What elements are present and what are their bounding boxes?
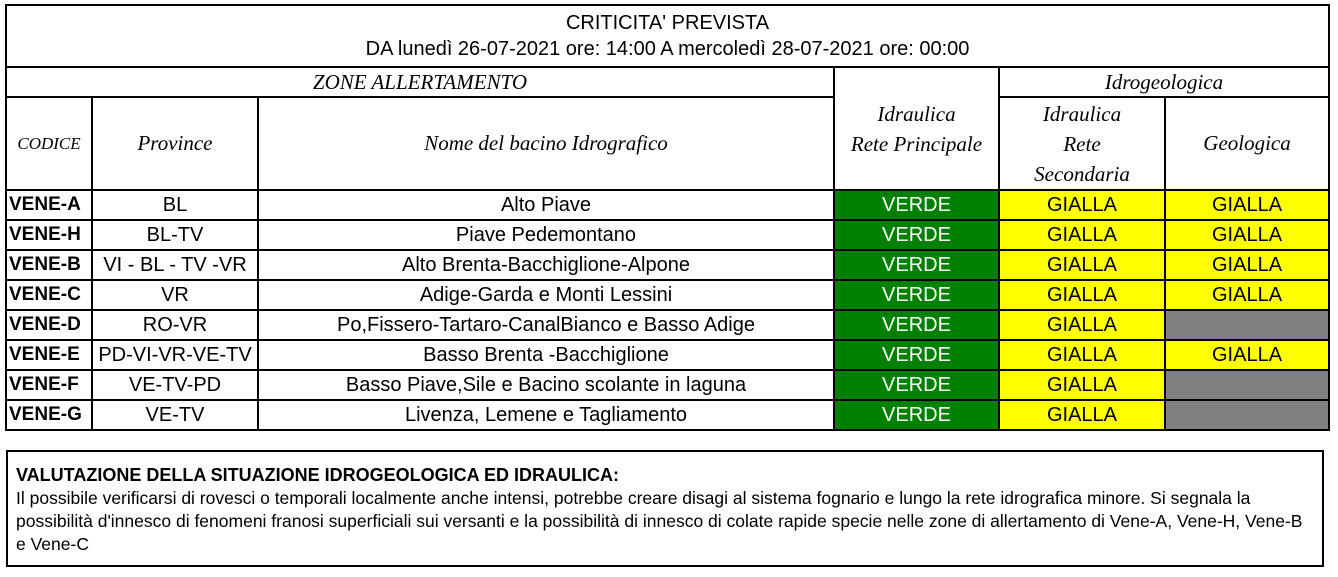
- principale-cell: VERDE: [834, 220, 999, 250]
- geologica-header: Geologica: [1165, 97, 1329, 190]
- group-header-row: [6, 67, 1329, 97]
- principale-cell: VERDE: [834, 400, 999, 430]
- idraulica-principale-line1: Idraulica: [877, 101, 956, 126]
- table-row: [6, 220, 1329, 250]
- secondaria-cell: GIALLA: [999, 370, 1165, 400]
- bacino-cell: Livenza, Lemene e Tagliamento: [258, 400, 834, 430]
- codice-cell: VENE-E: [6, 340, 92, 370]
- secondaria-cell: GIALLA: [999, 220, 1165, 250]
- bacino-cell: Adige-Garda e Monti Lessini: [258, 280, 834, 310]
- geologica-cell: [1165, 370, 1329, 400]
- principale-cell: VERDE: [834, 340, 999, 370]
- secondaria-cell: GIALLA: [999, 400, 1165, 430]
- principale-cell: VERDE: [834, 370, 999, 400]
- column-header-row: [6, 97, 1329, 190]
- valutazione-text: Il possibile verificarsi di rovesci o temporali localmente anche intensi, potrebbe creare disagi al sistema fognario e lungo la rete idrografica minore. Si segnala la possibilità d'innesco di fenomeni franosi superficiali sui versanti e la possibilità di innesco di colate rapide specie nelle zone di allertamento di Vene-A, Vene-H, Vene-B e Vene-C: [16, 488, 1303, 554]
- province-cell: BL: [92, 190, 258, 220]
- province-cell: RO-VR: [92, 310, 258, 340]
- idraulica-secondaria-line1: Idraulica: [1042, 101, 1122, 126]
- bacino-cell: Po,Fissero-Tartaro-CanalBianco e Basso Adige: [258, 310, 834, 340]
- secondaria-cell: GIALLA: [999, 250, 1165, 280]
- title-cell: [6, 5, 1329, 67]
- geologica-cell: GIALLA: [1165, 250, 1329, 280]
- secondaria-cell: GIALLA: [999, 280, 1165, 310]
- bacino-header: Nome del bacino Idrografico: [258, 97, 834, 190]
- bacino-cell: Basso Piave,Sile e Bacino scolante in laguna: [258, 370, 834, 400]
- page-title: CRITICITA' PREVISTA: [565, 12, 770, 34]
- geologica-cell: GIALLA: [1165, 190, 1329, 220]
- table-row: [6, 400, 1329, 430]
- province-cell: PD-VI-VR-VE-TV: [92, 340, 258, 370]
- province-header: Province: [92, 97, 258, 190]
- bacino-cell: Basso Brenta -Bacchiglione: [258, 340, 834, 370]
- principale-cell: VERDE: [834, 280, 999, 310]
- geologica-cell: [1165, 310, 1329, 340]
- idraulica-principale-line2: Rete Principale: [850, 131, 983, 156]
- codice-cell: VENE-H: [6, 220, 92, 250]
- province-cell: VE-TV: [92, 400, 258, 430]
- zone-allertamento-header: ZONE ALLERTAMENTO: [6, 67, 834, 97]
- province-cell: VE-TV-PD: [92, 370, 258, 400]
- geologica-cell: [1165, 400, 1329, 430]
- codice-cell: VENE-C: [6, 280, 92, 310]
- geologica-cell: GIALLA: [1165, 340, 1329, 370]
- idrogeologica-header: Idrogeologica: [999, 67, 1329, 97]
- province-cell: VR: [92, 280, 258, 310]
- table-row: [6, 340, 1329, 370]
- province-cell: VI - BL - TV -VR: [92, 250, 258, 280]
- secondaria-cell: GIALLA: [999, 190, 1165, 220]
- codice-cell: VENE-G: [6, 400, 92, 430]
- table-row: [6, 310, 1329, 340]
- principale-cell: VERDE: [834, 190, 999, 220]
- valutazione-box: [6, 450, 1324, 567]
- principale-cell: VERDE: [834, 310, 999, 340]
- bacino-cell: Alto Piave: [258, 190, 834, 220]
- table-row: [6, 370, 1329, 400]
- criticita-table: [5, 4, 1330, 431]
- province-cell: BL-TV: [92, 220, 258, 250]
- secondaria-cell: GIALLA: [999, 310, 1165, 340]
- geologica-cell: GIALLA: [1165, 280, 1329, 310]
- bacino-cell: Alto Brenta-Bacchiglione-Alpone: [258, 250, 834, 280]
- valutazione-title: VALUTAZIONE DELLA SITUAZIONE IDROGEOLOGICA ED IDRAULICA:: [16, 465, 619, 485]
- title-row: [6, 5, 1329, 67]
- table-row: [6, 190, 1329, 220]
- codice-cell: VENE-B: [6, 250, 92, 280]
- period-text: DA lunedì 26-07-2021 ore: 14:00 A mercoledì 28-07-2021 ore: 00:00: [365, 38, 970, 60]
- codice-header: CODICE: [6, 97, 92, 190]
- principale-cell: VERDE: [834, 250, 999, 280]
- bacino-cell: Piave Pedemontano: [258, 220, 834, 250]
- idraulica-secondaria-line3: Secondaria: [1034, 161, 1130, 186]
- table-row: [6, 250, 1329, 280]
- idraulica-secondaria-header: [999, 97, 1165, 190]
- table-row: [6, 280, 1329, 310]
- geologica-cell: GIALLA: [1165, 220, 1329, 250]
- secondaria-cell: GIALLA: [999, 340, 1165, 370]
- codice-cell: VENE-A: [6, 190, 92, 220]
- idraulica-principale-header: [834, 67, 999, 190]
- codice-cell: VENE-D: [6, 310, 92, 340]
- idraulica-secondaria-line2: Rete: [1063, 131, 1101, 156]
- criticita-sheet: [5, 4, 1328, 431]
- codice-cell: VENE-F: [6, 370, 92, 400]
